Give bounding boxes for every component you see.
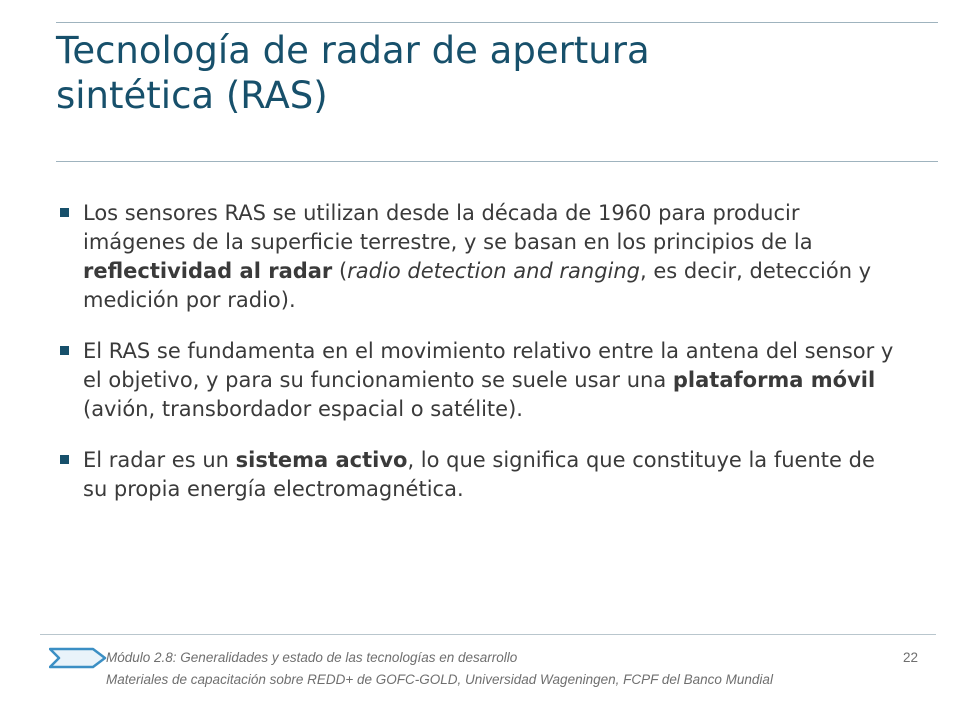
square-bullet-icon xyxy=(60,208,69,217)
bullet-item-movement xyxy=(58,337,903,424)
bullet-text: Los sensores RAS se utilizan desde la década de 1960 para producir imágenes de la superficie terrestre, y se basan en los principios de la xyxy=(83,201,813,254)
slide-title xyxy=(56,28,916,118)
chevron-arrow-icon xyxy=(49,646,107,670)
bullet-list xyxy=(58,199,903,526)
page-number: 22 xyxy=(902,650,918,665)
bullet-italic-text: radio detection and ranging xyxy=(347,259,641,283)
square-bullet-icon xyxy=(60,346,69,355)
footer-credits-text: Materiales de capacitación sobre REDD+ de GOFC-GOLD, Universidad Wageningen, FCPF del Banco Mundial xyxy=(106,672,773,687)
bullet-bold-text: plataforma móvil xyxy=(672,368,876,392)
bullet-text: El RAS se fundamenta en el movimiento relativo entre la antena del sensor y el objetivo, y para su funcionamiento se suele usar una xyxy=(83,339,894,392)
title-line-2: sintética (RAS) xyxy=(56,74,328,117)
bullet-text: ( xyxy=(332,259,348,283)
bullet-bold-text: sistema activo xyxy=(235,448,408,472)
bullet-text: (avión, transbordador espacial o satélite). xyxy=(83,397,523,421)
bullet-item-active-system xyxy=(58,446,903,504)
bullet-text: , lo que significa que constituye la fuente de su propia energía electromagnética. xyxy=(83,448,875,501)
footer-divider xyxy=(40,634,936,635)
bullet-text: , es decir, detección y medición por radio). xyxy=(83,259,872,312)
title-line-1: Tecnología de radar de apertura xyxy=(56,29,650,72)
bullet-bold-text: reflectividad al radar xyxy=(83,259,333,283)
bullet-text: El radar es un xyxy=(83,448,236,472)
bullet-item-sensors xyxy=(58,199,903,315)
top-divider xyxy=(56,22,938,23)
footer-module-text: Módulo 2.8: Generalidades y estado de las tecnologías en desarrollo xyxy=(106,650,518,665)
square-bullet-icon xyxy=(60,455,69,464)
title-divider xyxy=(56,161,938,162)
